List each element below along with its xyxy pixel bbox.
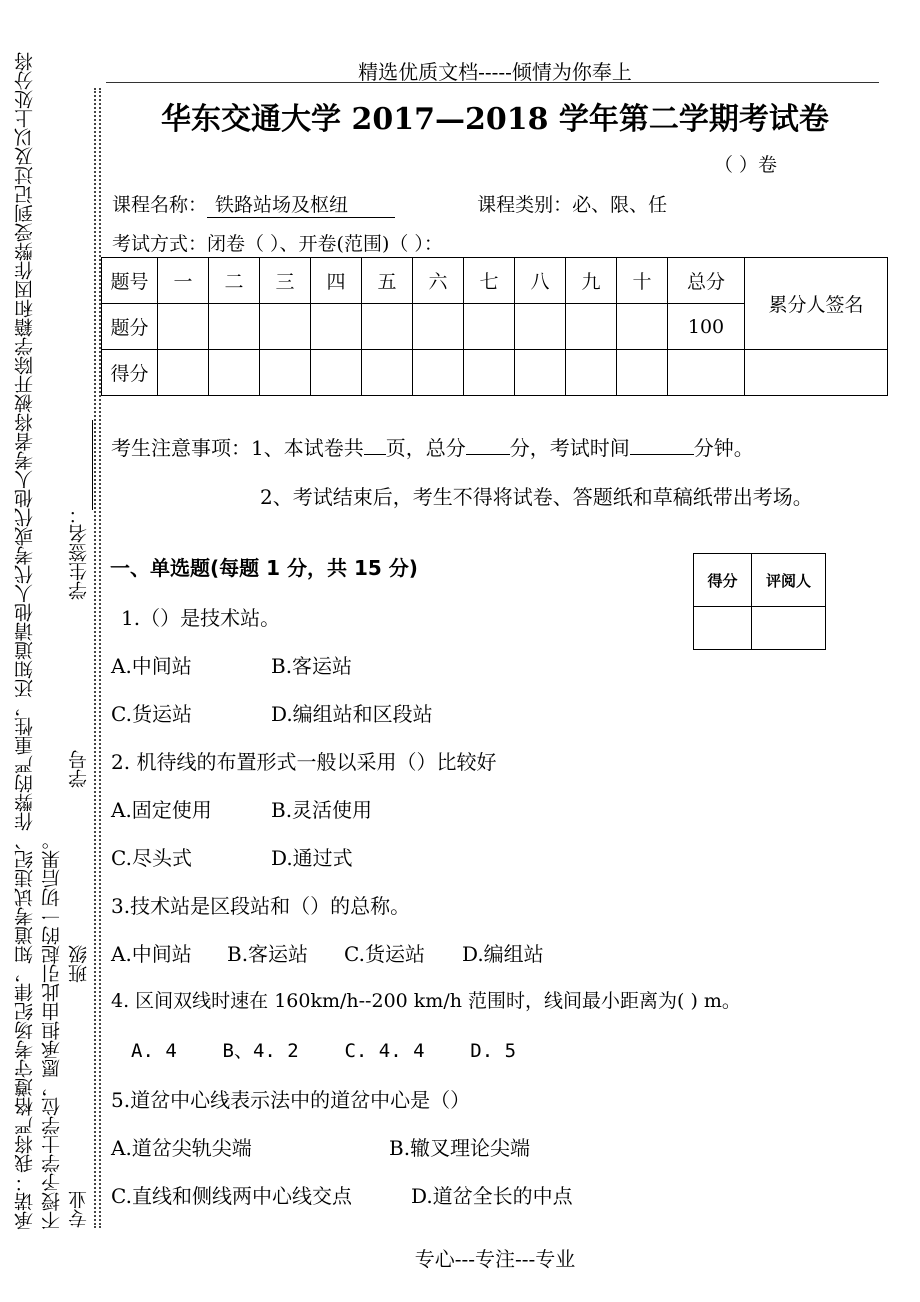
table-cell[interactable] <box>668 350 745 396</box>
table-cell[interactable] <box>362 350 413 396</box>
exam-title: 华东交通大学 2017—2018 学年第二学期考试卷 <box>161 102 829 137</box>
option: C.货运站 <box>344 942 425 966</box>
total-score: 100 <box>668 304 745 350</box>
option: D.道岔全长的中点 <box>411 1184 573 1208</box>
column-header: 八 <box>515 258 566 304</box>
question-5: 5.道岔中心线表示法中的道岔中心是（） <box>111 1088 471 1112</box>
table-cell[interactable] <box>260 350 311 396</box>
option: B.客运站 <box>271 654 353 678</box>
paper-type: （ ）卷 <box>714 154 778 176</box>
grade-label: 得分 <box>694 554 752 607</box>
note-text: 分，考试时间 <box>509 436 630 460</box>
table-cell[interactable] <box>745 350 888 396</box>
table-cell[interactable] <box>464 304 515 350</box>
note-text: 页，总分 <box>385 436 466 460</box>
row-label: 得分 <box>102 350 158 396</box>
page-header: 精选优质文档-----倾情为你奉上 <box>358 60 632 84</box>
question-4: 4. 区间双线时速在 160km/h--200 km/h 范围时，线间最小距离为( ) m。 <box>111 990 741 1012</box>
option: A.中间站 <box>111 942 192 966</box>
table-row <box>694 607 826 650</box>
student-no-label: 学号 <box>68 750 90 788</box>
pledge-line-1: 承诺：我将严格遵守考场纪律，知道考试违纪、作弊的严重性，还知道请他人代考或代他人考者将被开除学籍和因作弊受到记过及以上处分将 <box>14 52 36 1230</box>
row-label: 题号 <box>102 258 158 304</box>
binding-line <box>99 88 101 1228</box>
exam-mode: 考试方式：闭卷（ ）、开卷(范围)（ ）： <box>112 233 443 255</box>
table-cell[interactable] <box>362 304 413 350</box>
blank-field <box>466 454 510 455</box>
table-cell[interactable] <box>464 350 515 396</box>
course-name-label: 课程名称： <box>112 194 208 216</box>
course-type: 课程类别：必、限、任 <box>477 194 668 216</box>
column-header: 二 <box>209 258 260 304</box>
note-text: 考生注意事项：1、本试卷共 <box>111 436 364 460</box>
class-label: 班级 <box>68 945 90 983</box>
question-2: 2. 机待线的布置形式一般以采用（）比较好 <box>111 750 497 774</box>
option: D.编组站和区段站 <box>271 702 433 726</box>
course-info-row <box>112 190 667 218</box>
option: C.直线和侧线两中心线交点 <box>111 1184 352 1208</box>
note-text: 分钟。 <box>693 436 754 460</box>
course-name-value: 铁路站场及枢纽 <box>207 190 395 218</box>
table-cell[interactable] <box>515 350 566 396</box>
signature-label: 学生签名： <box>68 505 90 600</box>
table-cell[interactable] <box>311 350 362 396</box>
question-3: 3.技术站是区段站和（）的总称。 <box>111 894 411 918</box>
grade-box <box>693 553 826 650</box>
option: D.编组站 <box>462 942 544 966</box>
column-header: 六 <box>413 258 464 304</box>
option: C.货运站 <box>111 702 192 726</box>
column-header: 四 <box>311 258 362 304</box>
table-cell[interactable] <box>158 304 209 350</box>
signature-line <box>92 420 93 510</box>
table-cell[interactable] <box>158 350 209 396</box>
table-cell[interactable] <box>311 304 362 350</box>
blank-field <box>630 454 694 455</box>
table-cell[interactable] <box>515 304 566 350</box>
table-cell[interactable] <box>260 304 311 350</box>
option: A.道岔尖轨尖端 <box>111 1136 252 1160</box>
section-title: 一、单选题(每题 1 分，共 15 分) <box>110 556 418 580</box>
pledge-line-2: 不授予学士学位，愿承担由此引起的一切后果。 <box>41 831 63 1230</box>
exam-note-1 <box>111 432 754 461</box>
table-cell[interactable] <box>566 304 617 350</box>
binding-line <box>94 88 96 1228</box>
exam-note-2: 2、考试结束后，考生不得将试卷、答题纸和草稿纸带出考场。 <box>260 485 813 509</box>
table-cell[interactable] <box>209 304 260 350</box>
table-cell[interactable] <box>413 350 464 396</box>
row-label: 题分 <box>102 304 158 350</box>
option: A.中间站 <box>111 654 192 678</box>
column-header: 十 <box>617 258 668 304</box>
option: A.固定使用 <box>111 798 212 822</box>
score-table <box>101 257 888 396</box>
column-header: 三 <box>260 258 311 304</box>
option: D.通过式 <box>271 846 353 870</box>
blank-field <box>364 454 386 455</box>
column-header: 七 <box>464 258 515 304</box>
table-cell[interactable] <box>694 607 752 650</box>
option: C.尽头式 <box>111 846 192 870</box>
option-list: A. 4 B、4. 2 C. 4. 4 D. 5 <box>131 1040 517 1062</box>
table-cell[interactable] <box>617 350 668 396</box>
table-row <box>102 258 888 304</box>
signer-label: 累分人签名 <box>745 258 888 350</box>
column-header: 九 <box>566 258 617 304</box>
option: B.灵活使用 <box>271 798 373 822</box>
option: B.辙叉理论尖端 <box>389 1136 531 1160</box>
column-header: 一 <box>158 258 209 304</box>
page-footer: 专心---专注---专业 <box>414 1247 576 1271</box>
question-1: 1.（）是技术站。 <box>121 606 281 630</box>
table-row <box>694 554 826 607</box>
table-cell[interactable] <box>209 350 260 396</box>
table-cell[interactable] <box>566 350 617 396</box>
major-label: 专业 <box>68 1190 90 1228</box>
table-row <box>102 350 888 396</box>
option: B.客运站 <box>227 942 309 966</box>
column-header: 总分 <box>668 258 745 304</box>
reviewer-label: 评阅人 <box>752 554 826 607</box>
table-cell[interactable] <box>752 607 826 650</box>
header-divider <box>106 82 879 83</box>
column-header: 五 <box>362 258 413 304</box>
table-cell[interactable] <box>413 304 464 350</box>
table-cell[interactable] <box>617 304 668 350</box>
